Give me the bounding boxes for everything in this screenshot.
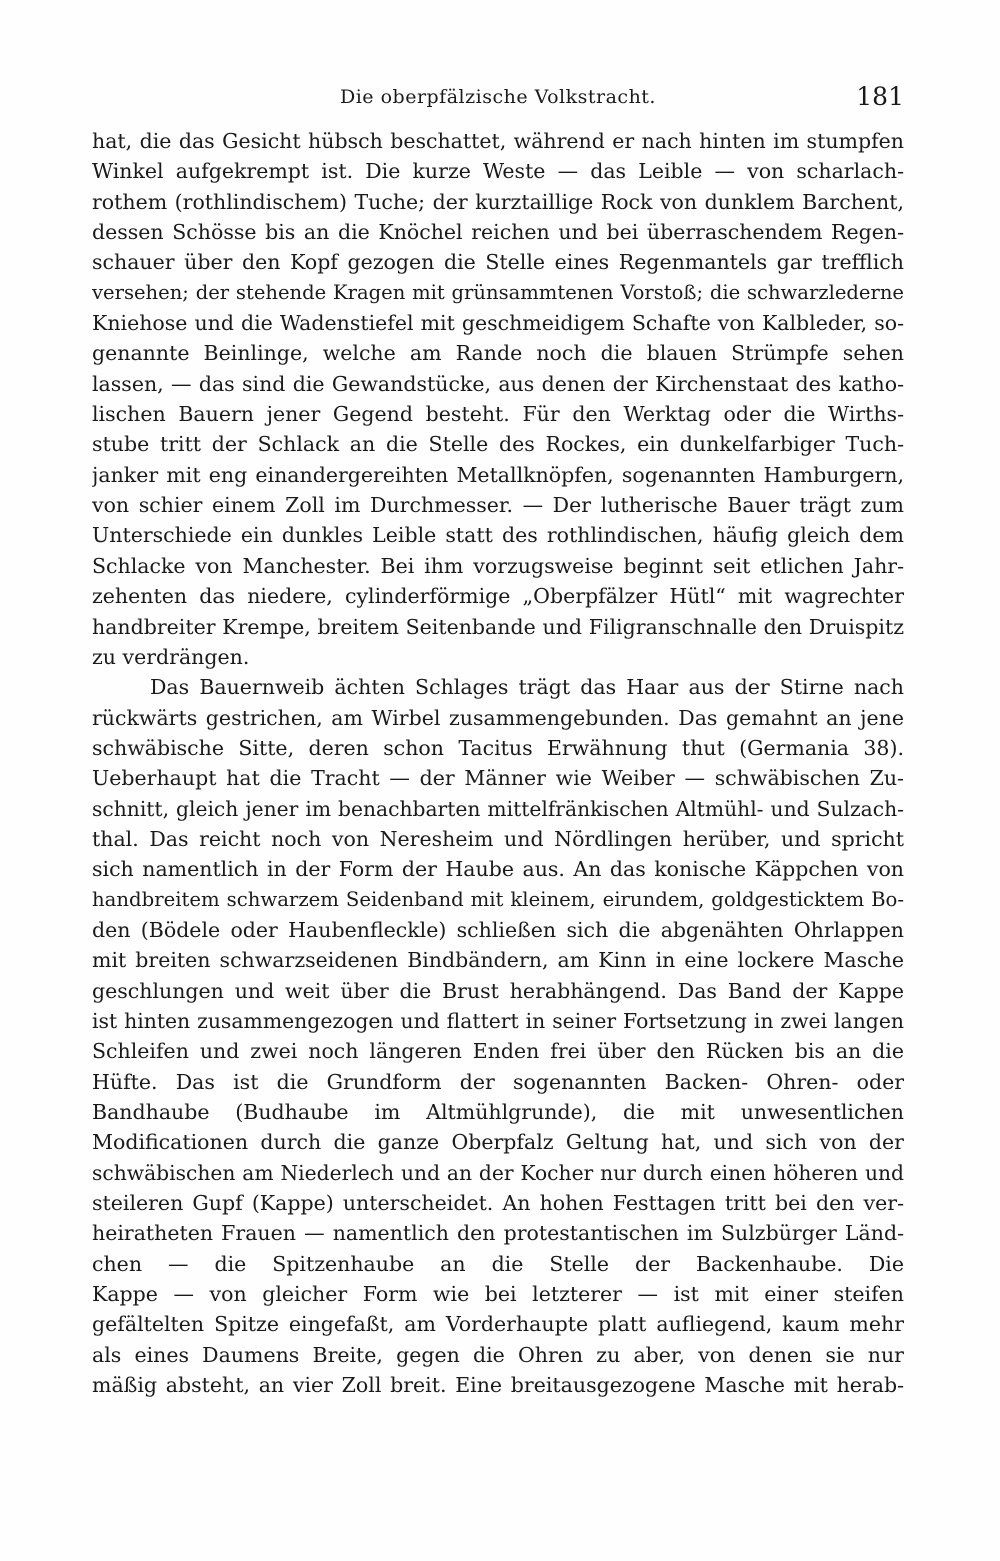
text-line: von schier einem Zoll im Durchmesser. — Der lutherische Bauer trägt zum bbox=[92, 493, 904, 518]
text-line: geschlungen und weit über die Brust herabhängend. Das Band der Kappe bbox=[92, 978, 904, 1003]
text-line: Schleifen und zwei noch längeren Enden frei über den Rücken bis an die bbox=[92, 1039, 904, 1064]
text-line: zu verdrängen. bbox=[92, 644, 250, 669]
text-line: dessen Schösse bis an die Knöchel reichen und bei überraschendem Regen- bbox=[92, 220, 904, 245]
text-line: Das Bauernweib ächten Schlages trägt das Haar aus der Stirne nach bbox=[150, 675, 904, 700]
text-line: lischen Bauern jener Gegend besteht. Für den Werktag oder die Wirths- bbox=[92, 402, 904, 427]
text-line: schwäbischen am Niederlech und an der Kocher nur durch einen höheren und bbox=[92, 1160, 904, 1185]
body-text bbox=[92, 126, 904, 1400]
text-line: heiratheten Frauen — namentlich den protestantischen im Sulzbürger Länd- bbox=[92, 1221, 904, 1246]
text-line: schauer über den Kopf gezogen die Stelle eines Regenmantels gar trefflich bbox=[92, 250, 904, 275]
text-line: handbreitem schwarzem Seidenband mit kleinem, eirundem, goldgesticktem Bo- bbox=[92, 887, 904, 911]
text-line: Ueberhaupt hat die Tracht — der Männer wie Weiber — schwäbischen Zu- bbox=[92, 766, 904, 791]
text-line: gefältelten Spitze eingefaßt, am Vorderhaupte platt aufliegend, kaum mehr bbox=[92, 1312, 904, 1337]
text-line: genannte Beinlinge, welche am Rande noch die blauen Strümpfe sehen bbox=[92, 341, 904, 366]
text-line: Schlacke von Manchester. Bei ihm vorzugsweise beginnt seit etlichen Jahr- bbox=[92, 553, 904, 578]
text-line: ist hinten zusammengezogen und flattert in seiner Fortsetzung in zwei langen bbox=[92, 1008, 904, 1033]
text-line: Modificationen durch die ganze Oberpfalz Geltung hat, und sich von der bbox=[92, 1130, 904, 1155]
text-line: rothem (rothlindischem) Tuche; der kurztaillige Rock von dunklem Barchent, bbox=[92, 189, 904, 214]
text-line: Winkel aufgekrempt ist. Die kurze Weste — das Leible — von scharlach- bbox=[92, 159, 904, 184]
text-line: zehenten das niedere, cylinderförmige „Oberpfälzer Hütl“ mit wagrechter bbox=[92, 584, 904, 609]
text-line: schwäbische Sitte, deren schon Tacitus Erwähnung thut (Germania 38). bbox=[92, 735, 904, 760]
text-line: versehen; der stehende Kragen mit grünsammtenen Vorstoß; die schwarzlederne bbox=[92, 280, 904, 304]
text-line: Kappe — von gleicher Form wie bei letzterer — ist mit einer steifen bbox=[92, 1282, 904, 1307]
running-title: Die oberpfälzische Volkstracht. bbox=[340, 86, 656, 108]
text-line: den (Bödele oder Haubenfleckle) schließen sich die abgenähten Ohrlappen bbox=[92, 917, 904, 942]
text-line: Bandhaube (Budhaube im Altmühlgrunde), die mit unwesentlichen bbox=[92, 1100, 904, 1124]
text-line: stube tritt der Schlack an die Stelle des Rockes, ein dunkelfarbiger Tuch- bbox=[92, 432, 904, 457]
text-line: Unterschiede ein dunkles Leible statt des rothlindischen, häufig gleich dem bbox=[92, 523, 904, 548]
text-line: lassen, — das sind die Gewandstücke, aus denen der Kirchenstaat des katho- bbox=[92, 371, 904, 396]
text-line: mäßig absteht, an vier Zoll breit. Eine breitausgezogene Masche mit herab- bbox=[92, 1373, 904, 1398]
text-line: rückwärts gestrichen, am Wirbel zusammengebunden. Das gemahnt an jene bbox=[92, 705, 904, 730]
text-line: schnitt, gleich jener im benachbarten mittelfränkischen Altmühl- und Sulzach- bbox=[92, 796, 904, 821]
text-line: thal. Das reicht noch von Neresheim und Nördlingen herüber, und spricht bbox=[92, 826, 904, 851]
text-line: mit breiten schwarzseidenen Bindbändern, am Kinn in eine lockere Masche bbox=[92, 948, 904, 973]
page-number: 181 bbox=[856, 82, 904, 111]
text-line: als eines Daumens Breite, gegen die Ohren zu aber, von denen sie nur bbox=[92, 1342, 904, 1367]
text-line: steileren Gupf (Kappe) unterscheidet. An hohen Festtagen tritt bei den ver- bbox=[92, 1191, 904, 1216]
text-line: janker mit eng einandergereihten Metallknöpfen, sogenannten Hamburgern, bbox=[92, 462, 904, 487]
text-line: Kniehose und die Wadenstiefel mit geschmeidigem Schafte von Kalbleder, so- bbox=[92, 311, 904, 336]
text-line: chen — die Spitzenhaube an die Stelle der Backenhaube. Die bbox=[92, 1251, 904, 1276]
text-line: Hüfte. Das ist die Grundform der sogenannten Backen- Ohren- oder bbox=[92, 1069, 904, 1094]
text-line: handbreiter Krempe, breitem Seitenbande und Filigranschnalle den Druispitz bbox=[92, 614, 904, 639]
text-line: hat, die das Gesicht hübsch beschattet, während er nach hinten im stumpfen bbox=[92, 129, 904, 153]
running-head bbox=[92, 82, 904, 122]
text-line: sich namentlich in der Form der Haube aus. An das konische Käppchen von bbox=[92, 857, 904, 882]
